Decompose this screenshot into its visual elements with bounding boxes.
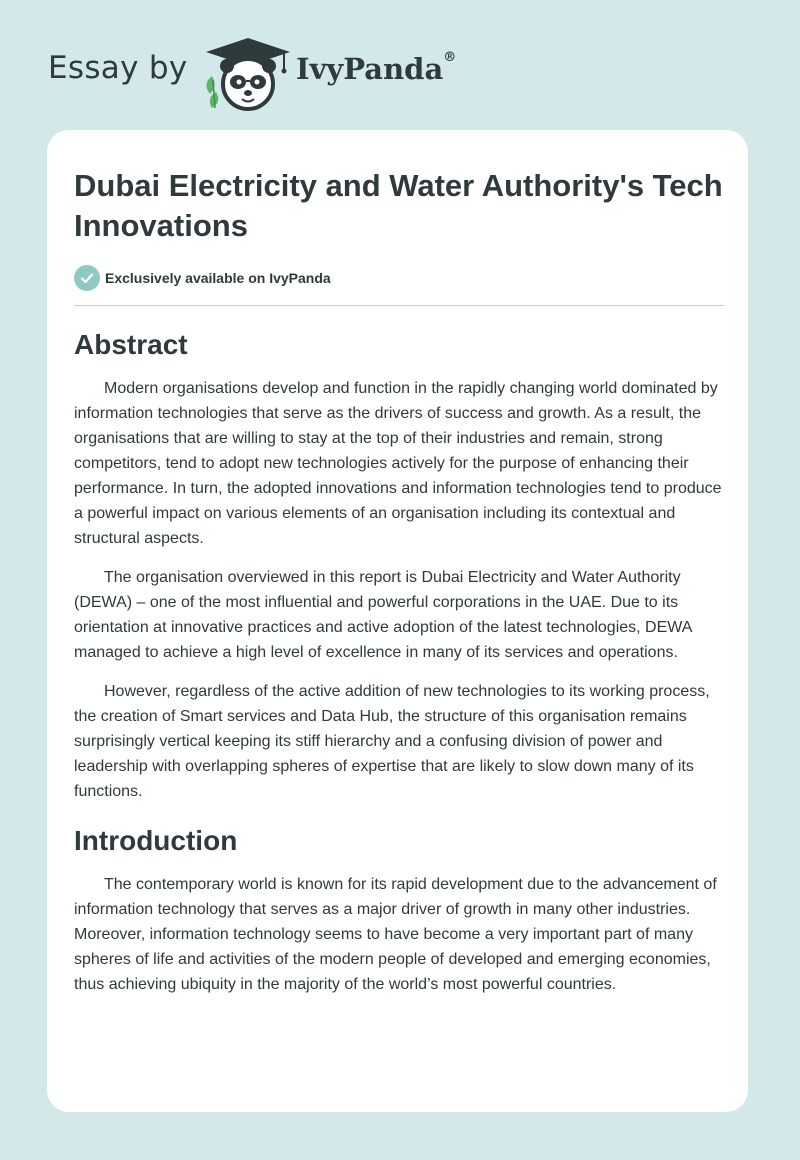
site-header (0, 0, 800, 130)
section-abstract (74, 328, 724, 804)
paragraph: The organisation overviewed in this report is Dubai Electricity and Water Authority (DEWA) – one of the most influential and powerful corporations in the UAE. Due to its orientation at innovative practices and active adoption of the latest technologies, DEWA managed to achieve a high level of excellence in many of its services and operations. (74, 569, 692, 661)
availability-badge (74, 264, 724, 292)
essay-content (74, 130, 724, 1011)
section-heading: Introduction (74, 825, 238, 856)
paragraph: The contemporary world is known for its rapid development due to the advancement of information technology that serves as a major driver of growth in many other industries. Moreover, information technology seems to have become a very important part of many spheres of life and activities of the modern people of developed and emerging economies, thus achieving ubiquity in the majority of the world’s most powerful countries. (74, 876, 717, 993)
section-introduction (74, 824, 724, 997)
registered-mark: ® (443, 50, 457, 65)
ivypanda-logo-text[interactable] (296, 52, 456, 86)
divider (74, 305, 724, 306)
paragraph: Modern organisations develop and function in the rapidly changing world dominated by information technologies that serve as the drivers of success and growth. As a result, the organisations that are willing to stay at the top of their industries and remain, strong competitors, tend to adopt new technologies actively for the purpose of enhancing their performance. In turn, the adopted innovations and information technologies tend to produce a powerful impact on various elements of an organisation including its contextual and structural aspects. (74, 380, 722, 547)
availability-text: Exclusively available on IvyPanda (105, 270, 331, 286)
check-circle-icon (74, 265, 100, 291)
essay-card (47, 130, 748, 1112)
essay-by-label: Essay by (48, 50, 188, 86)
section-heading: Abstract (74, 329, 188, 360)
paragraph: However, regardless of the active addition of new technologies to its working process, the creation of Smart services and Data Hub, the structure of this organisation remains surprisingly vertical keeping its stiff hierarchy and a confusing division of power and leadership with overlapping spheres of expertise that are likely to slow down many of its functions. (74, 683, 710, 800)
page-title: Dubai Electricity and Water Authority's Tech Innovations (74, 168, 723, 243)
panda-graduate-icon[interactable] (200, 36, 296, 112)
brand-name: IvyPanda (296, 52, 444, 86)
